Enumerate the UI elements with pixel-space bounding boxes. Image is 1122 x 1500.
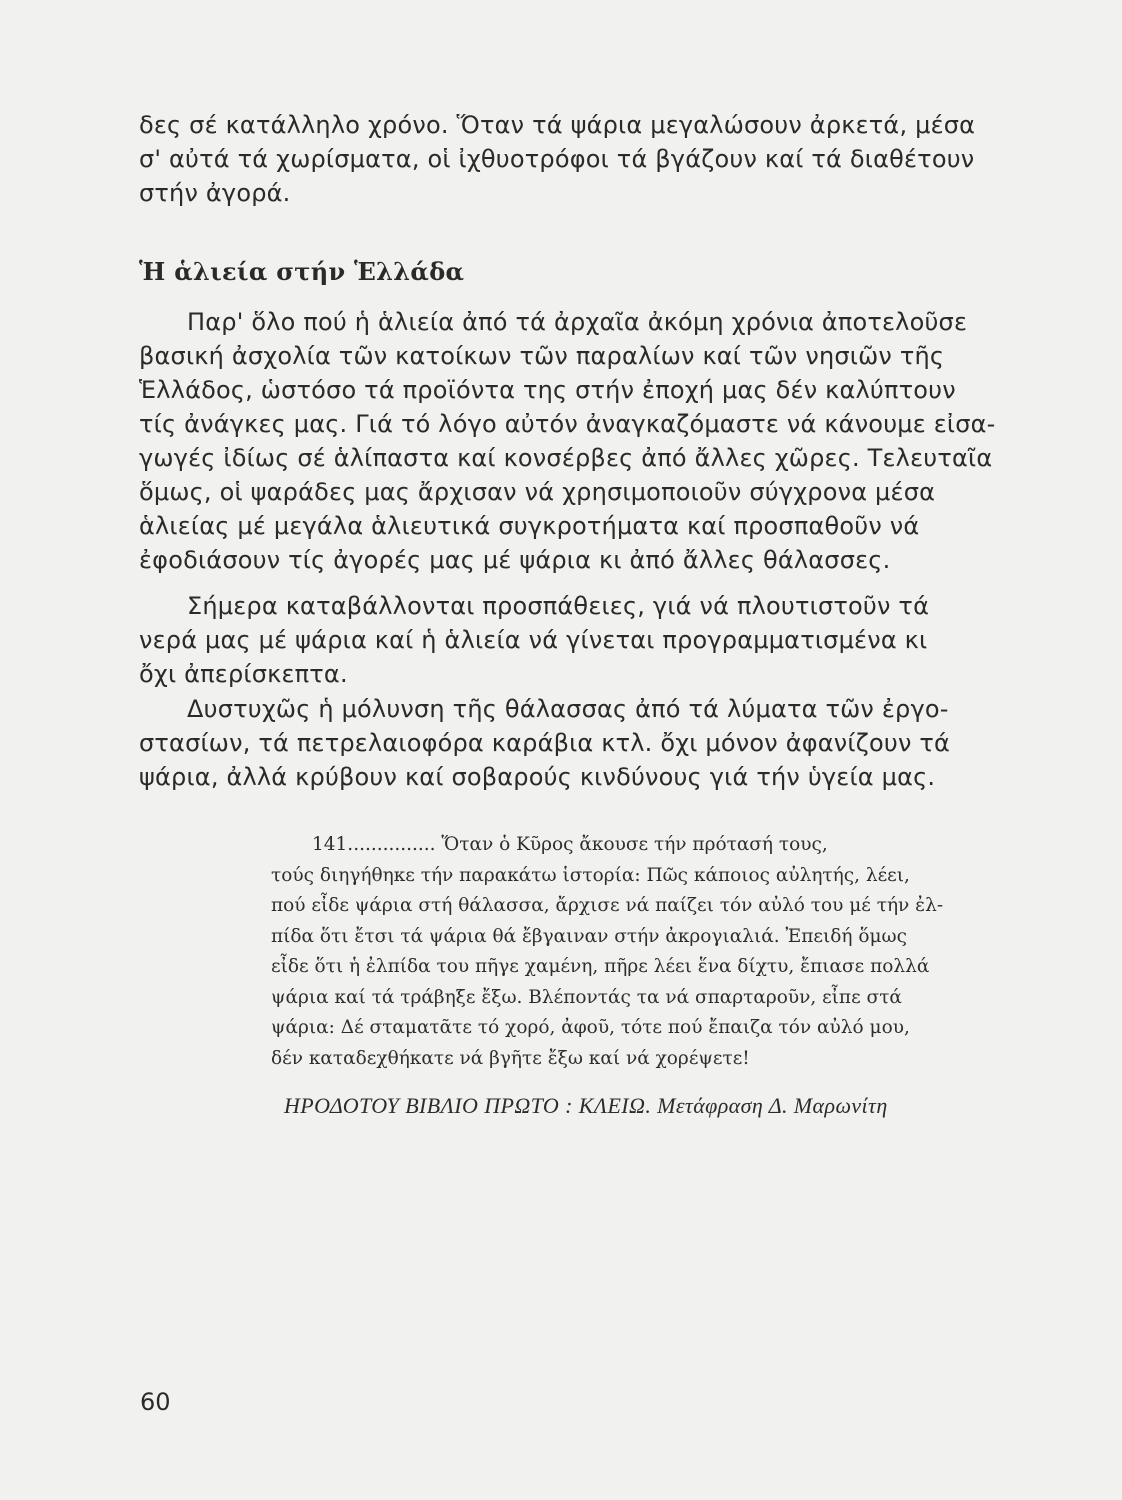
text-line: ὄχι ἀπερίσκεπτα. [139, 660, 348, 688]
quote-line: δέν καταδεχθήκατε νά βγῆτε ἔξω καί νά χορέψετε! [271, 1047, 750, 1069]
text-line: βασική ἀσχολία τῶν κατοίκων τῶν παραλίων καί τῶν νησιῶν τῆς [139, 342, 945, 370]
text-line: νερά μας μέ ψάρια καί ἡ ἁλιεία νά γίνεται προγραμματισμένα κι [139, 626, 928, 654]
quote-line: τούς διηγήθηκε τήν παρακάτω ἱστορία: Πῶς κάποιος αὐλητής, λέει, [271, 864, 910, 886]
text-line: Παρ' ὅλο πού ἡ ἁλιεία ἀπό τά ἀρχαῖα ἀκόμη χρόνια ἀποτελοῦσε [187, 308, 968, 336]
quote-line: πίδα ὅτι ἔτσι τά ψάρια θά ἔβγαιναν στήν ἀκρογιαλιά. Ἐπειδή ὅμως [271, 925, 907, 947]
section-heading: Ἡ ἁλιεία στήν Ἑλλάδα [139, 257, 465, 286]
quote-line: ψάρια: Δέ σταματᾶτε τό χορό, ἀφοῦ, τότε πού ἔπαιζα τόν αὐλό μου, [271, 1017, 910, 1038]
text-line: Ἑλλάδος, ὡστόσο τά προϊόντα της στήν ἐποχή μας δέν καλύπτουν [139, 376, 956, 404]
text-line: δες σέ κατάλληλο χρόνο. Ὅταν τά ψάρια μεγαλώσουν ἀρκετά, μέσα [139, 111, 976, 139]
paragraph-pollution [139, 692, 954, 794]
text-line: ἐφοδιάσουν τίς ἀγορές μας μέ ψάρια κι ἀπό ἄλλες θάλασσες. [139, 546, 891, 574]
text-line: ψάρια, ἀλλά κρύβουν καί σοβαρούς κινδύνους γιά τήν ὑγεία μας. [139, 763, 936, 791]
quote-line: ψάρια καί τά τράβηξε ἔξω. Βλέποντάς τα νά σπαρταροῦν, εἶπε στά [271, 986, 902, 1008]
intro-paragraph [139, 108, 976, 210]
text-line: σ' αὐτά τά χωρίσματα, οἱ ἰχθυοτρόφοι τά βγάζουν καί τά διαθέτουν [139, 145, 975, 173]
text-line: στασίων, τά πετρελαιοφόρα καράβια κτλ. ὄχι μόνον ἀφανίζουν τά [139, 729, 951, 757]
quote-line: εἶδε ὅτι ἡ ἐλπίδα του πῆγε χαμένη, πῆρε λέει ἕνα δίχτυ, ἔπιασε πολλά [271, 956, 930, 977]
herodotus-quote [271, 830, 961, 1074]
quote-line: 141............... Ὅταν ὁ Κῦρος ἄκουσε τήν πρότασή τους, [312, 834, 828, 855]
text-line: Σήμερα καταβάλλονται προσπάθειες, γιά νά πλουτιστοῦν τά [187, 592, 930, 620]
text-line: τίς ἀνάγκες μας. Γιά τό λόγο αὐτόν ἀναγκαζόμαστε νά κάνουμε εἰσα- [139, 410, 996, 438]
quote-line: πού εἶδε ψάρια στή θάλασσα, ἄρχισε νά παίζει τόν αὐλό του μέ τήν ἐλ- [271, 895, 944, 916]
text-line: ἁλιείας μέ μεγάλα ἁλιευτικά συγκροτήματα καί προσπαθοῦν νά [139, 512, 920, 540]
quote-source: ΗΡΟΔΟΤΟΥ ΒΙΒΛΙΟ ΠΡΩΤΟ : ΚΛΕΙΩ. Μετάφραση Δ. Μαρωνίτη [284, 1093, 888, 1118]
paragraph-fishing-in-greece [139, 305, 996, 577]
text-line: Δυστυχῶς ἡ μόλυνση τῆς θάλασσας ἀπό τά λύματα τῶν ἐργο- [187, 695, 949, 723]
text-line: ὅμως, οἱ ψαράδες μας ἄρχισαν νά χρησιμοποιοῦν σύγχρονα μέσα [139, 478, 936, 506]
text-line: γωγές ἰδίως σέ ἁλίπαστα καί κονσέρβες ἀπό ἄλλες χῶρες. Τελευταῖα [139, 444, 993, 472]
paragraph-efforts [139, 589, 954, 691]
page-number: 60 [140, 1388, 171, 1416]
text-line: στήν ἀγορά. [139, 179, 291, 207]
